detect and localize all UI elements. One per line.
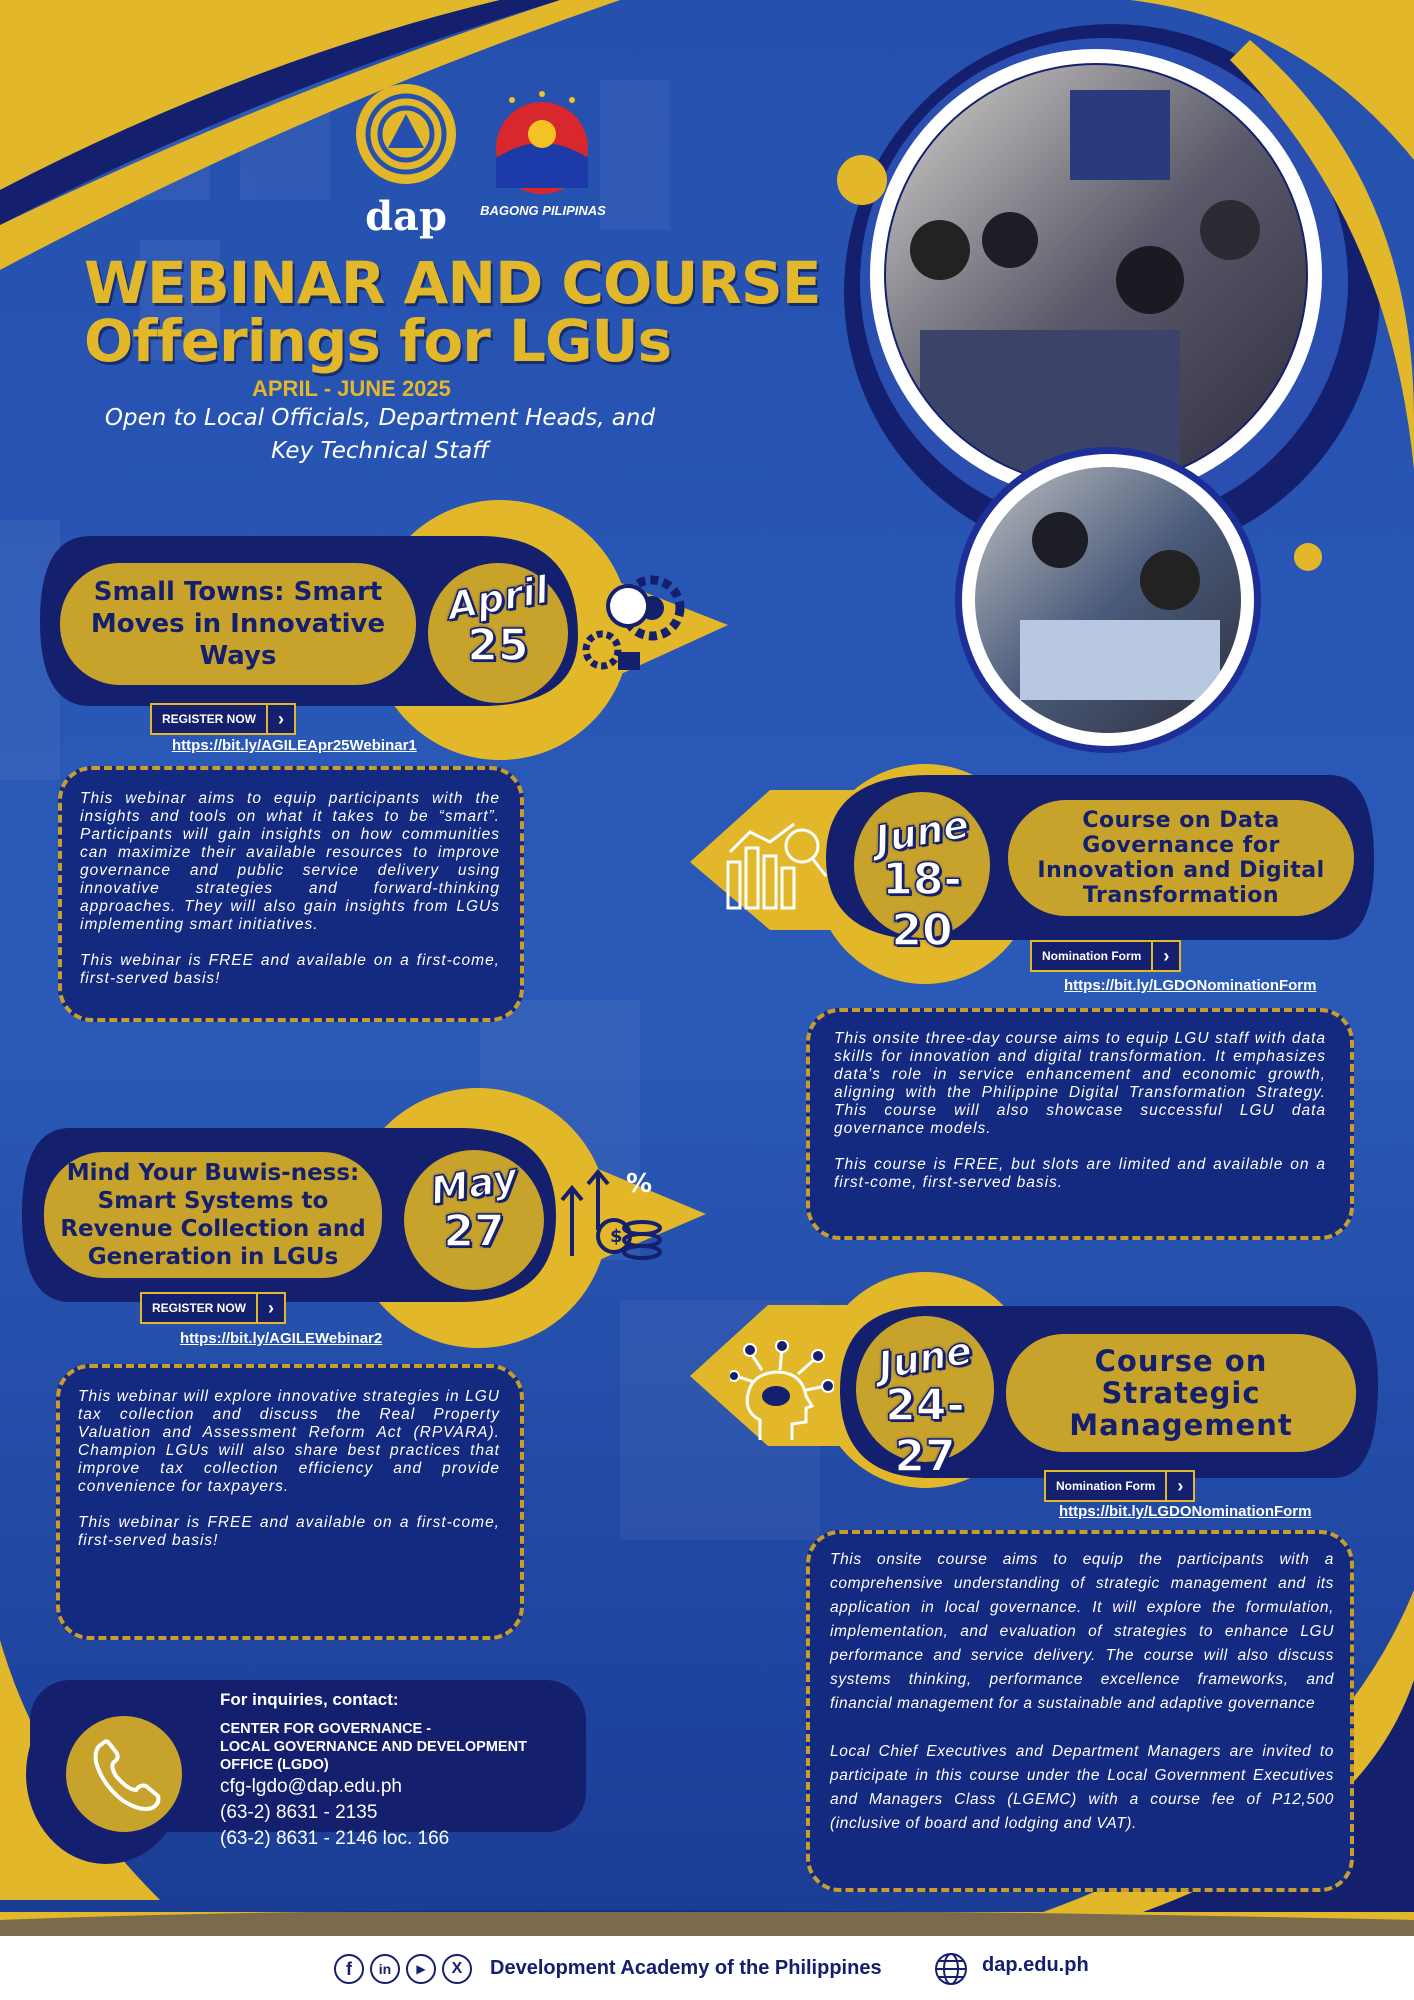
event-2-nomination-button[interactable]: Nomination Form › (1030, 940, 1181, 972)
footer-website[interactable]: dap.edu.ph (982, 1954, 1089, 1976)
dap-logo: dap (352, 82, 460, 232)
event-3-link[interactable]: https://bit.ly/AGILEWebinar2 (180, 1330, 383, 1347)
chevron-right-icon: › (1165, 1472, 1193, 1500)
event-1-link[interactable]: https://bit.ly/AGILEApr25Webinar1 (172, 737, 417, 754)
period: APRIL - JUNE 2025 (252, 376, 451, 401)
lightbulb-gear-icon (578, 572, 690, 684)
footer-org: Development Academy of the Philippines (490, 1957, 882, 1979)
event-4-description: This onsite course aims to equip the participants with a comprehensive understanding of strategic management and its application in local governance. It will explore the formulation, implementation, and evaluation of strategies to enhance LGU performance and service delivery. The course will also discuss systems thinking, performance excellence frameworks, and financial management for a sustainable and adaptive governance Local Chief Executives and Department Managers are invited to participate in this course under the Local Government Executives and Managers Class (LGEMC) with a course fee of P12,500 (inclusive of board and lodging and VAT). (806, 1530, 1354, 1892)
youtube-icon[interactable]: ▶ (406, 1954, 436, 1984)
bar-chart-magnifier-icon (724, 812, 830, 912)
chevron-right-icon: › (1151, 942, 1179, 970)
event-3-title: Mind Your Buwis-ness: Smart Systems to Revenue Collection and Generation in LGUs (44, 1152, 382, 1278)
title-line1: WEBINAR AND COURSE (84, 249, 821, 317)
event-4-link[interactable]: https://bit.ly/LGDONominationForm (1059, 1503, 1312, 1520)
event-1-description: This webinar aims to equip participants with the insights and tools on what it takes to be “smart”. Participants will gain insights on how communities can maximize their available resources to improve governance and public service delivery using innovative strategies and forward-thinking approaches. They will also gain insights from LGUs implementing smart initiatives. This webinar is FREE and available on a first-come, first-served basis! (58, 766, 524, 1022)
event-2-title: Course on Data Governance for Innovation and Digital Transformation (1008, 800, 1354, 916)
subtitle: Open to Local Officials, Department Heads, and Key Technical Staff (104, 405, 656, 464)
event-2-date: June 18-20 (871, 802, 973, 956)
event-3-date: May 27 (427, 1154, 521, 1257)
head-network-icon (730, 1340, 834, 1446)
chevron-right-icon: › (256, 1294, 284, 1322)
event-4-title: Course on Strategic Management (1006, 1334, 1356, 1452)
event-2-description: This onsite three-day course aims to equip LGU staff with data skills for innovation and digital transformation. It emphasizes data's role in service enhancement and economic growth, aligning with the Philippine Digital Transformation Strategy. This course will also showcase successful LGU data governance models. This course is FREE, but slots are limited and available on a first-come, first-served basis. (806, 1008, 1354, 1240)
phone-icon (88, 1736, 168, 1816)
event-1-title: Small Towns: Smart Moves in Innovative Ways (60, 563, 416, 685)
page-title (84, 249, 821, 375)
facebook-icon[interactable]: f (334, 1954, 364, 1984)
bagong-pilipinas-logo: BAGONG PILIPINAS (476, 88, 610, 218)
svg-text:$: $ (610, 1226, 623, 1247)
coins-growth-icon (558, 1160, 666, 1268)
social-icons (334, 1954, 472, 1984)
contact-phone-1: (63-2) 8631 - 2135 (220, 1802, 378, 1823)
event-1-register-button[interactable]: REGISTER NOW › (150, 703, 296, 735)
chevron-right-icon: › (266, 705, 294, 733)
svg-text:%: % (626, 1169, 653, 1199)
event-2-link[interactable]: https://bit.ly/LGDONominationForm (1064, 977, 1317, 994)
event-3-register-button[interactable]: REGISTER NOW › (140, 1292, 286, 1324)
event-4-nomination-button[interactable]: Nomination Form › (1044, 1470, 1195, 1502)
contact-phone-2: (63-2) 8631 - 2146 loc. 166 (220, 1828, 450, 1849)
title-line2: Offerings for LGUs (84, 307, 672, 375)
event-1-date: April 25 (444, 567, 552, 671)
event-4-date: June 24-27 (874, 1328, 976, 1482)
x-icon[interactable]: X (442, 1954, 472, 1984)
linkedin-icon[interactable]: in (370, 1954, 400, 1984)
contact-info: For inquiries, contact: CENTER FOR GOVERNANCE - LOCAL GOVERNANCE AND DEVELOPMENT OFFICE (LGDO) cfg-lgdo@dap.edu.ph (63-2) 8631 - 2135 (63-2) 8631 - 2146 loc. 166 (220, 1690, 580, 1852)
globe-icon (934, 1952, 968, 1986)
contact-email[interactable]: cfg-lgdo@dap.edu.ph (220, 1776, 402, 1797)
event-3-description: This webinar will explore innovative strategies in LGU tax collection and discuss the Real Property Valuation and Assessment Reform Act (RPVARA). Champion LGUs will also share best practices that improve tax collection efficiency and provide convenience for taxpayers. This webinar is FREE and available on a first-come, first-served basis! (56, 1364, 524, 1640)
